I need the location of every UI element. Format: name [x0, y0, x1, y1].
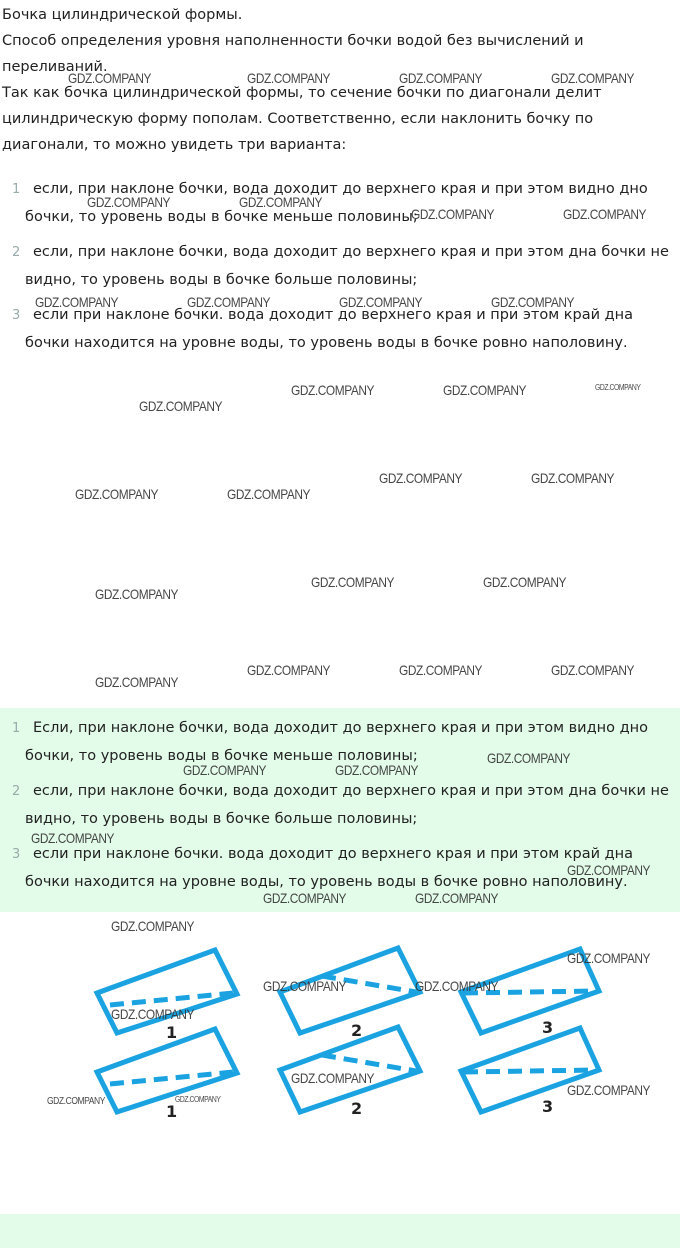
item-number: 3 [12, 308, 21, 323]
watermark: GDZ.COMPANY [567, 950, 651, 966]
watermark: GDZ.COMPANY [139, 398, 223, 414]
watermark: GDZ.COMPANY [47, 1096, 105, 1107]
watermark: GDZ.COMPANY [239, 194, 323, 210]
watermark: GDZ.COMPANY [263, 890, 347, 906]
watermark: GDZ.COMPANY [263, 978, 347, 994]
watermark: GDZ.COMPANY [595, 383, 641, 392]
diagram-label-2: 2 [351, 1099, 363, 1118]
watermark: GDZ.COMPANY [31, 830, 115, 846]
watermark: GDZ.COMPANY [483, 574, 567, 590]
item-number: 1 [12, 182, 21, 197]
watermark: GDZ.COMPANY [68, 70, 152, 86]
watermark: GDZ.COMPANY [175, 1095, 221, 1104]
watermark: GDZ.COMPANY [551, 70, 635, 86]
item-text: если, при наклоне бочки, вода доходит до верхнего края и при этом дна бочки не видно, то уровень воды в бочке больше половины; [25, 244, 669, 288]
item-text: Если, при наклоне бочки, вода доходит до верхнего края и при этом видно дно бочки, то уровень воды в бочке меньше половины; [25, 720, 648, 764]
watermark: GDZ.COMPANY [187, 294, 271, 310]
watermark: GDZ.COMPANY [415, 890, 499, 906]
item-number: 3 [12, 847, 21, 862]
watermark: GDZ.COMPANY [311, 574, 395, 590]
diagram-label-3: 3 [542, 1018, 554, 1037]
watermark: GDZ.COMPANY [567, 1082, 651, 1098]
list-item [0, 302, 680, 357]
diagram-label-1: 1 [166, 1102, 178, 1121]
barrel-2-water [322, 1055, 416, 1071]
item-text: если при наклоне бочки. вода доходит до верхнего края и при этом край дна бочки находится на уровне воды, то уровень воды в бочке ровно наполовину. [25, 846, 634, 890]
watermark: GDZ.COMPANY [487, 750, 571, 766]
item-number: 2 [12, 245, 21, 260]
item-text: если, при наклоне бочки, вода доходит до верхнего края и при этом видно дно бочки, то уровень воды в бочке меньше половины; [25, 181, 648, 225]
watermark: GDZ.COMPANY [111, 918, 195, 934]
watermark: GDZ.COMPANY [411, 206, 495, 222]
intro-explanation: Так как бочка цилиндрической формы, то сечение бочки по диагонали делит цилиндрическую форму пополам. Соответственно, если наклонить бочку по диагонали, то можно увидеть три варианта: [2, 85, 602, 153]
watermark: GDZ.COMPANY [75, 486, 159, 502]
watermark: GDZ.COMPANY [379, 470, 463, 486]
watermark: GDZ.COMPANY [335, 762, 419, 778]
diagram-label-2: 2 [351, 1021, 363, 1040]
diagram-label-3: 3 [542, 1097, 554, 1116]
watermark: GDZ.COMPANY [35, 294, 119, 310]
answer-block-footer [0, 1214, 680, 1248]
watermark: GDZ.COMPANY [491, 294, 575, 310]
barrel-3-water [464, 1070, 596, 1072]
item-text: если, при наклоне бочки, вода доходит до верхнего края и при этом дна бочки не видно, то уровень воды в бочке больше половины; [25, 783, 669, 827]
watermark: GDZ.COMPANY [339, 294, 423, 310]
watermark: GDZ.COMPANY [567, 862, 651, 878]
watermark: GDZ.COMPANY [87, 194, 171, 210]
watermark: GDZ.COMPANY [531, 470, 615, 486]
watermark: GDZ.COMPANY [95, 586, 179, 602]
list-item [0, 239, 680, 294]
item-text: если при наклоне бочки. вода доходит до верхнего края и при этом край дна бочки находится на уровне воды, то уровень воды в бочке ровно наполовину. [25, 307, 634, 351]
diagram-label-1: 1 [166, 1023, 178, 1042]
intro-title: Бочка цилиндрической формы. [2, 7, 243, 23]
item-number: 2 [12, 784, 21, 799]
list-item [0, 778, 680, 833]
watermark: GDZ.COMPANY [291, 382, 375, 398]
watermark: GDZ.COMPANY [443, 382, 527, 398]
watermark: GDZ.COMPANY [415, 978, 499, 994]
watermark: GDZ.COMPANY [183, 762, 267, 778]
watermark: GDZ.COMPANY [563, 206, 647, 222]
watermark: GDZ.COMPANY [551, 662, 635, 678]
item-number: 1 [12, 721, 21, 736]
watermark: GDZ.COMPANY [247, 70, 331, 86]
watermark: GDZ.COMPANY [227, 486, 311, 502]
watermark: GDZ.COMPANY [399, 662, 483, 678]
watermark: GDZ.COMPANY [291, 1070, 375, 1086]
watermark: GDZ.COMPANY [247, 662, 331, 678]
watermark: GDZ.COMPANY [95, 674, 179, 690]
watermark: GDZ.COMPANY [399, 70, 483, 86]
watermark: GDZ.COMPANY [111, 1006, 195, 1022]
intro-question: Способ определения уровня наполненности бочки водой без вычислений и переливаний. [2, 33, 584, 75]
